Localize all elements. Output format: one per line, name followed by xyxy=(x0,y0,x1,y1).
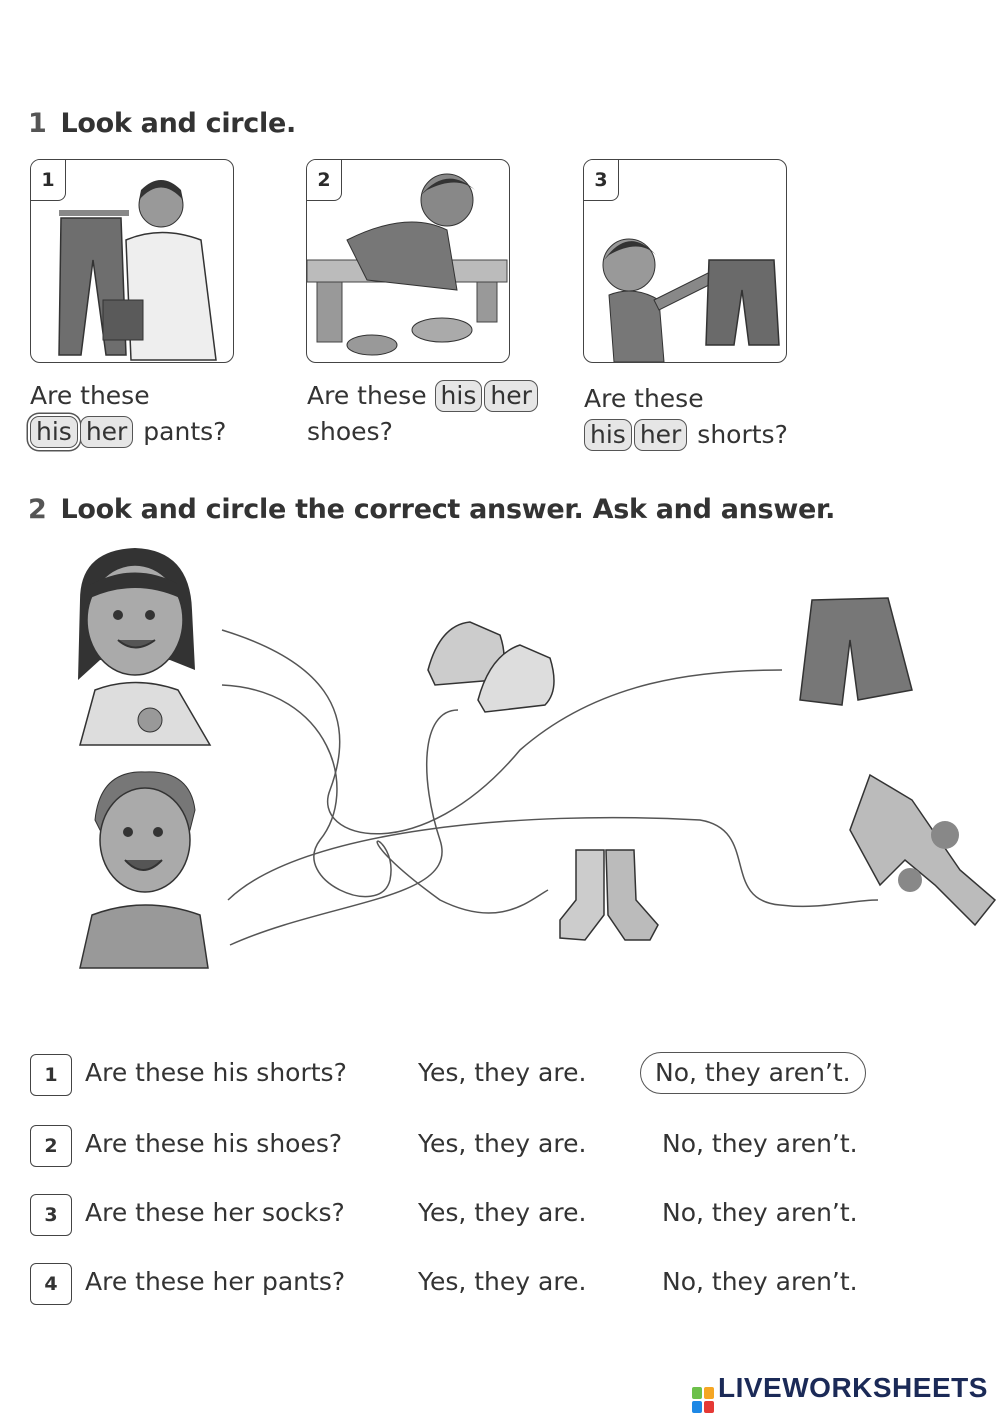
question-2-text: Are these his shoes? xyxy=(85,1129,343,1158)
liveworksheets-logo[interactable] xyxy=(692,1372,988,1413)
caption-1-his-option[interactable]: his xyxy=(30,416,78,448)
caption-1-tail: pants? xyxy=(143,417,227,446)
caption-1 xyxy=(30,378,226,450)
picture-panel-1 xyxy=(30,159,234,363)
caption-2-tail: shoes? xyxy=(307,417,393,446)
girl-illustration xyxy=(78,548,210,745)
question-4-number: 4 xyxy=(30,1263,72,1305)
section1-title: Look and circle. xyxy=(60,108,296,139)
caption-2-his-option[interactable]: his xyxy=(435,380,483,412)
section2-heading xyxy=(28,494,835,525)
caption-3 xyxy=(584,381,788,453)
pants-illustration xyxy=(850,775,995,925)
caption-3-her-option[interactable]: her xyxy=(634,419,688,451)
question-4-yes-option[interactable]: Yes, they are. xyxy=(418,1267,587,1296)
section1-number: 1 xyxy=(28,108,47,139)
caption-2-line1: Are these xyxy=(307,381,427,410)
question-1-text: Are these his shorts? xyxy=(85,1058,347,1087)
section2-title: Look and circle the correct answer. Ask and answer. xyxy=(60,494,836,525)
liveworksheets-logo-icon xyxy=(692,1387,714,1413)
panel-3-number: 3 xyxy=(584,160,619,201)
shorts-illustration xyxy=(800,598,912,705)
question-row-2 xyxy=(30,1125,930,1167)
question-3-text: Are these her socks? xyxy=(85,1198,345,1227)
question-1-number: 1 xyxy=(30,1054,72,1096)
question-4-no-option[interactable]: No, they aren’t. xyxy=(662,1267,858,1296)
caption-2 xyxy=(307,378,540,450)
socks-illustration xyxy=(560,850,658,940)
question-2-number: 2 xyxy=(30,1125,72,1167)
question-3-number: 3 xyxy=(30,1194,72,1236)
question-3-no-option[interactable]: No, they aren’t. xyxy=(662,1198,858,1227)
section1-heading xyxy=(28,108,296,139)
question-3-yes-option[interactable]: Yes, they are. xyxy=(418,1198,587,1227)
caption-1-line1: Are these xyxy=(30,381,150,410)
shoes-illustration xyxy=(428,622,554,712)
caption-1-her-option[interactable]: her xyxy=(80,416,134,448)
section2-number: 2 xyxy=(28,494,47,525)
caption-3-his-option[interactable]: his xyxy=(584,419,632,451)
maze-matching-illustration xyxy=(0,540,1000,980)
question-1-yes-option[interactable]: Yes, they are. xyxy=(418,1058,587,1087)
question-2-no-option[interactable]: No, they aren’t. xyxy=(662,1129,858,1158)
question-1-no-option[interactable]: No, they aren’t. xyxy=(640,1052,866,1094)
question-row-1 xyxy=(30,1054,930,1096)
panel-2-number: 2 xyxy=(307,160,342,201)
caption-3-tail: shorts? xyxy=(697,420,788,449)
picture-panel-2 xyxy=(306,159,510,363)
boy-illustration xyxy=(80,772,208,968)
caption-2-her-option[interactable]: her xyxy=(484,380,538,412)
question-row-4 xyxy=(30,1263,930,1305)
liveworksheets-brand-text: LIVEWORKSHEETS xyxy=(718,1372,988,1403)
question-4-text: Are these her pants? xyxy=(85,1267,346,1296)
panel-1-number: 1 xyxy=(31,160,66,201)
question-row-3 xyxy=(30,1194,930,1236)
question-2-yes-option[interactable]: Yes, they are. xyxy=(418,1129,587,1158)
picture-panel-3 xyxy=(583,159,787,363)
caption-3-line1: Are these xyxy=(584,384,704,413)
